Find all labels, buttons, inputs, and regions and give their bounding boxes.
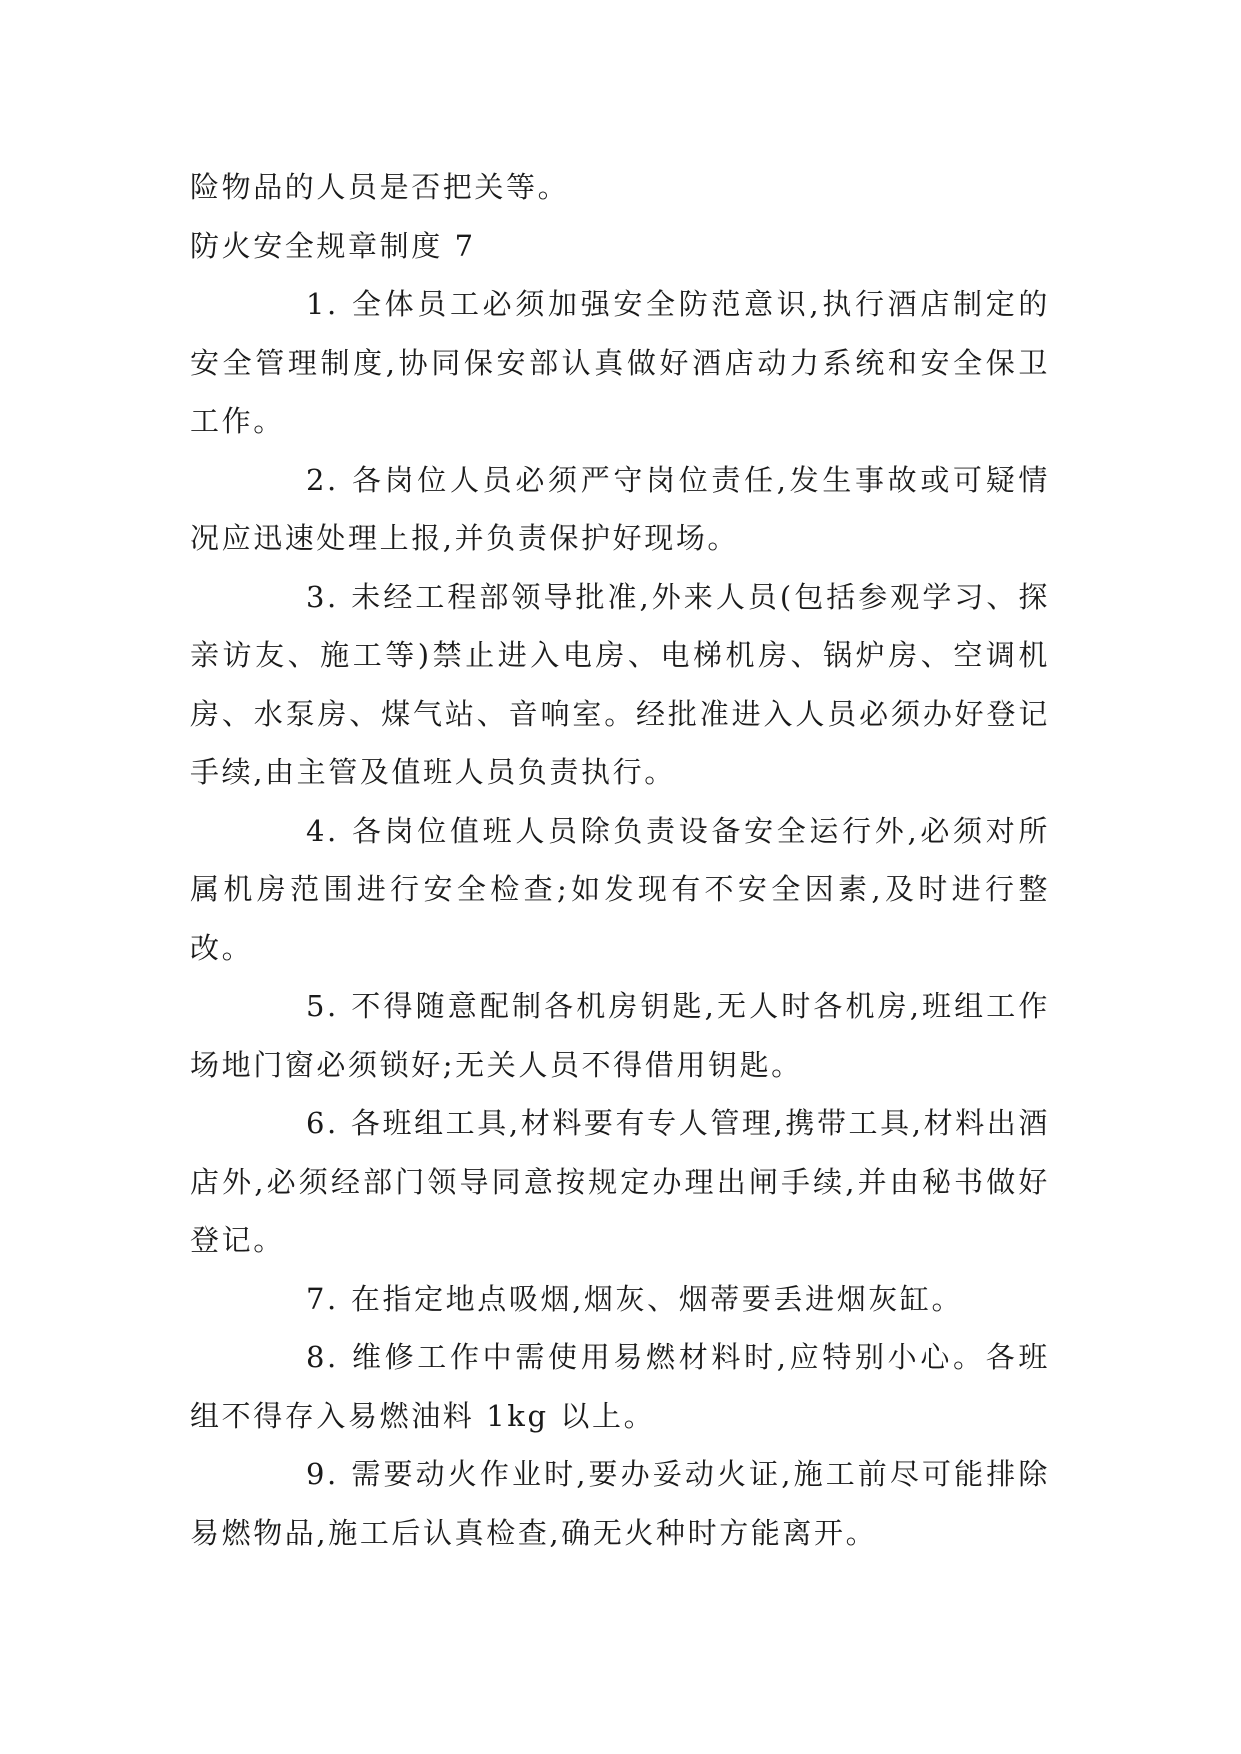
- rule-number: 6.: [306, 1106, 339, 1140]
- rule-number: 3.: [306, 579, 339, 614]
- rule-item-5: [190, 977, 1050, 1094]
- rule-item-8: [190, 1328, 1050, 1445]
- rule-item-6: [190, 1094, 1050, 1270]
- rule-item-4: [190, 802, 1050, 978]
- rule-item-1: [190, 275, 1050, 451]
- rule-text: 各岗位值班人员除负责设备安全运行外,必须对所属机房范围进行安全检查;如发现有不安全因素,及时进行整改。: [190, 813, 1050, 965]
- lead-text: 险物品的人员是否把关等。: [190, 170, 570, 204]
- rule-number: 8.: [306, 1340, 339, 1374]
- rule-text: 不得随意配制各机房钥匙,无人时各机房,班组工作场地门窗必须锁好;无关人员不得借用钥匙。: [190, 989, 1050, 1082]
- rule-number: 4.: [306, 813, 339, 848]
- rule-text: 需要动火作业时,要办妥动火证,施工前尽可能排除易燃物品,施工后认真检查,确无火种时方能离开。: [190, 1457, 1050, 1550]
- rule-item-9: [190, 1445, 1050, 1562]
- rule-number: 5.: [306, 989, 339, 1023]
- rule-text: 在指定地点吸烟,烟灰、烟蒂要丢进烟灰缸。: [350, 1281, 964, 1316]
- rule-text: 各岗位人员必须严守岗位责任,发生事故或可疑情况应迅速处理上报,并负责保护好现场。: [190, 462, 1050, 555]
- rule-number: 2.: [306, 462, 339, 497]
- rule-text: 维修工作中需使用易燃材料时,应特别小心。各班组不得存入易燃油料 1kg 以上。: [190, 1340, 1050, 1433]
- section-title: 防火安全规章制度 7: [190, 228, 476, 263]
- rule-number: 7.: [306, 1281, 339, 1316]
- rule-item-7: [190, 1270, 1050, 1329]
- rule-text: 未经工程部领导批准,外来人员(包括参观学习、探亲访友、施工等)禁止进入电房、电梯机房、锅炉房、空调机房、水泵房、煤气站、音响室。经批准进入人员必须办好登记手续,由主管及值班人员负责执行。: [190, 579, 1050, 789]
- rule-item-2: [190, 451, 1050, 568]
- rule-number: 1.: [306, 287, 339, 321]
- rule-text: 全体员工必须加强安全防范意识,执行酒店制定的安全管理制度,协同保安部认真做好酒店动力系统和安全保卫工作。: [190, 287, 1050, 438]
- document-body: [190, 158, 1050, 1562]
- rule-item-3: [190, 568, 1050, 802]
- rule-text: 各班组工具,材料要有专人管理,携带工具,材料出酒店外,必须经部门领导同意按规定办理出闸手续,并由秘书做好登记。: [190, 1106, 1050, 1257]
- rule-number: 9.: [306, 1457, 339, 1491]
